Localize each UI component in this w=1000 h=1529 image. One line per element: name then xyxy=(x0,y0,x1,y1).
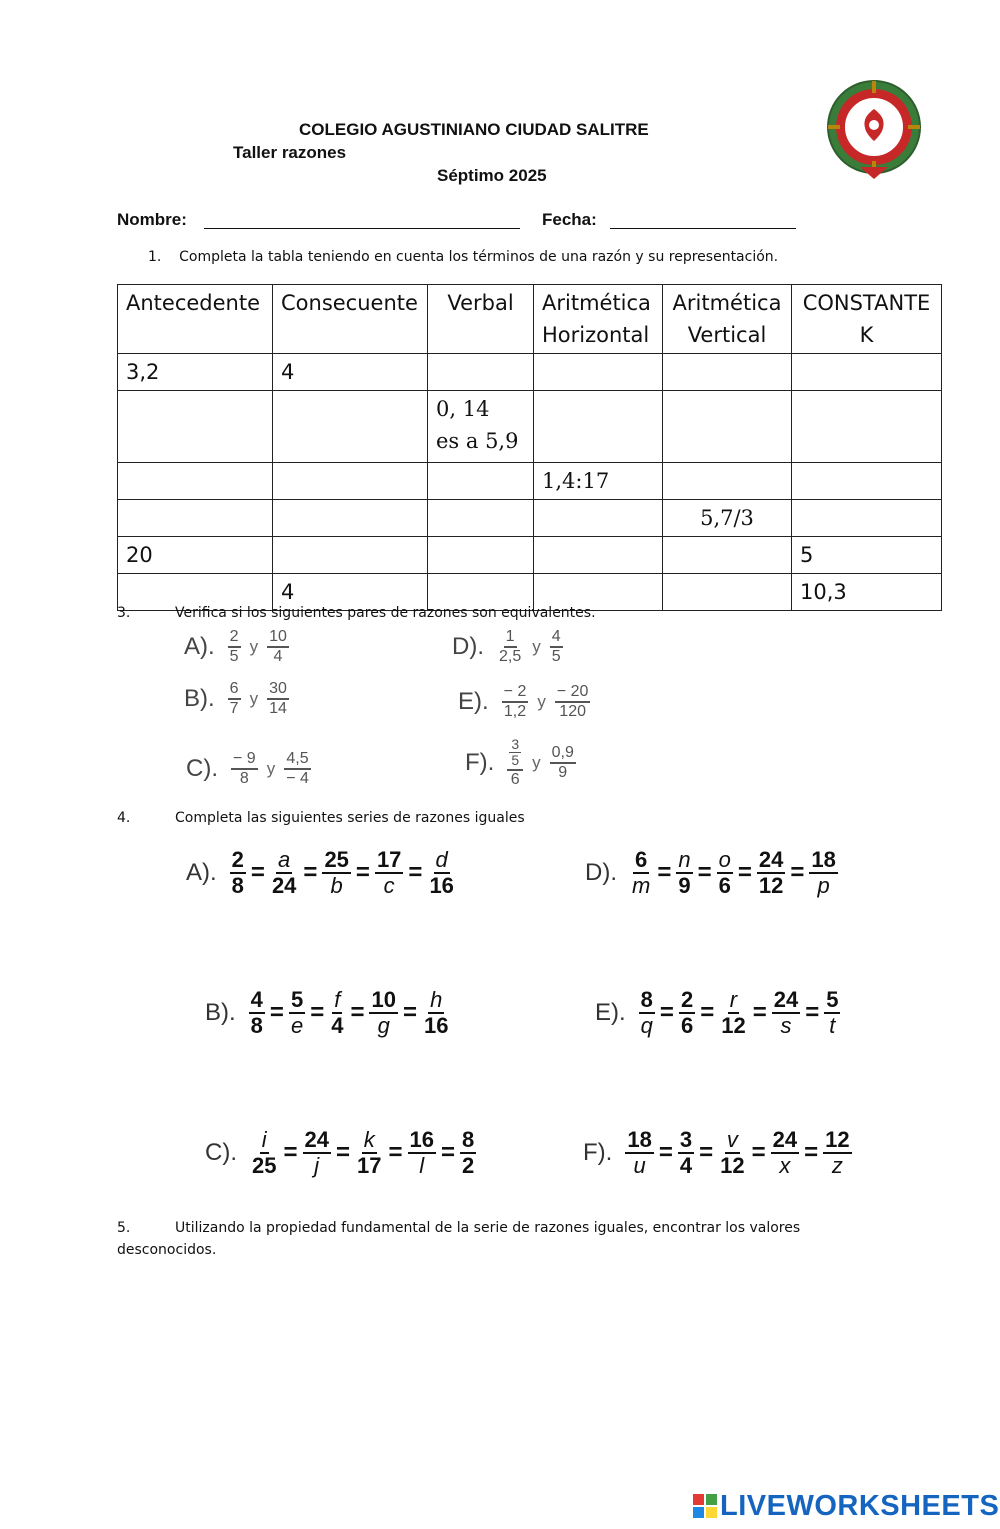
q5-instruction: Utilizando la propiedad fundamental de la serie de razones iguales, encontrar los valores xyxy=(175,1220,801,1236)
pair-e xyxy=(458,683,593,720)
pair-label: F). xyxy=(465,748,495,776)
fraction xyxy=(718,1128,746,1178)
table-cell[interactable] xyxy=(534,500,663,537)
table-row xyxy=(118,463,942,500)
table-cell[interactable] xyxy=(428,500,534,537)
table-cell[interactable] xyxy=(273,537,428,574)
name-label: Nombre: xyxy=(117,210,187,229)
q3-instruction: Verifica si los siguientes pares de razones son equivalentes. xyxy=(175,605,596,621)
grade-year: Séptimo 2025 xyxy=(437,166,547,185)
table-cell[interactable] xyxy=(428,463,534,500)
numerator: 25 xyxy=(322,848,350,874)
series-f xyxy=(583,1128,855,1178)
denominator[interactable]: t xyxy=(829,1013,836,1039)
denominator[interactable]: z xyxy=(831,1153,843,1179)
numerator: 3 xyxy=(511,736,520,752)
numerator[interactable]: d xyxy=(434,848,450,874)
series-label: A). xyxy=(186,859,217,887)
numerator: 24 xyxy=(303,1128,331,1154)
numerator: − 9 xyxy=(231,750,258,770)
numerator: 4 xyxy=(249,988,265,1014)
denominator: 4 xyxy=(679,1153,693,1179)
table-cell[interactable] xyxy=(118,391,273,463)
pair-label: A). xyxy=(184,632,215,660)
fraction xyxy=(771,1128,799,1178)
pair-label: B). xyxy=(184,684,215,712)
fraction xyxy=(289,988,305,1038)
denominator[interactable]: b xyxy=(330,873,343,899)
equals-sign: = xyxy=(335,1139,350,1167)
numerator[interactable]: h xyxy=(428,988,444,1014)
numerator: 2 xyxy=(679,988,695,1014)
fraction xyxy=(329,988,345,1038)
table-cell[interactable] xyxy=(663,391,792,463)
numerator: 10 xyxy=(267,628,289,648)
equals-sign: = xyxy=(440,1139,455,1167)
denominator: 4 xyxy=(273,647,283,665)
denominator: − 4 xyxy=(286,769,309,787)
q5-number: 5. xyxy=(117,1220,131,1236)
header-cell: Consecuente xyxy=(273,285,428,354)
header-cell: Antecedente xyxy=(118,285,273,354)
series-label: C). xyxy=(205,1139,237,1167)
equals-sign: = xyxy=(751,1139,766,1167)
numerator: 18 xyxy=(809,848,837,874)
pair-c xyxy=(186,750,314,787)
denominator: 9 xyxy=(558,763,568,781)
table-cell[interactable] xyxy=(792,354,942,391)
numerator: 30 xyxy=(267,680,289,700)
table-cell[interactable] xyxy=(428,537,534,574)
fraction xyxy=(230,848,246,898)
series-label: B). xyxy=(205,999,236,1027)
equals-sign: = xyxy=(303,859,318,887)
liveworksheets-brand[interactable]: LIVEWORKSHEETS xyxy=(720,1490,1000,1522)
numerator[interactable]: a xyxy=(276,848,292,874)
numerator: 4,5 xyxy=(284,750,310,770)
fraction xyxy=(369,988,397,1038)
table-cell[interactable] xyxy=(273,500,428,537)
series-label: D). xyxy=(585,859,617,887)
denominator: 24 xyxy=(271,873,297,899)
denominator: 2 xyxy=(462,1153,475,1179)
denominator: 9 xyxy=(678,873,691,899)
denominator[interactable]: c xyxy=(383,873,395,899)
equals-sign: = xyxy=(355,859,370,887)
denominator: 6 xyxy=(510,770,520,788)
table-cell[interactable] xyxy=(663,537,792,574)
fraction xyxy=(639,988,655,1038)
pair-label: C). xyxy=(186,754,218,782)
numerator: 6 xyxy=(633,848,649,874)
pair-label: D). xyxy=(452,632,484,660)
table-cell[interactable]: 5 xyxy=(792,537,942,574)
date-label: Fecha: xyxy=(542,210,597,229)
numerator: 18 xyxy=(625,1128,653,1154)
fraction xyxy=(757,848,785,898)
numerator: 2 xyxy=(230,848,246,874)
equals-sign: = xyxy=(805,999,820,1027)
series-c xyxy=(205,1128,479,1178)
numerator[interactable]: i xyxy=(260,1128,269,1154)
table-cell[interactable] xyxy=(792,463,942,500)
table-cell[interactable] xyxy=(534,354,663,391)
pair-d xyxy=(452,628,566,665)
fraction xyxy=(678,1128,694,1178)
equals-sign: = xyxy=(388,1139,403,1167)
fraction xyxy=(824,988,840,1038)
table-cell[interactable] xyxy=(273,463,428,500)
numerator: 0,9 xyxy=(550,744,576,764)
denominator: 2,5 xyxy=(499,647,522,665)
denominator[interactable]: e xyxy=(290,1013,304,1039)
pair-b xyxy=(184,680,292,717)
denominator: 16 xyxy=(423,1013,449,1039)
denominator: 14 xyxy=(269,699,287,717)
table-cell[interactable] xyxy=(792,391,942,463)
equals-sign: = xyxy=(700,999,715,1027)
table-cell[interactable]: 1,4:17 xyxy=(534,463,663,500)
numerator: 8 xyxy=(639,988,655,1014)
numerator: 24 xyxy=(771,1128,799,1154)
denominator: 8 xyxy=(239,769,249,787)
q1-instruction: 1. Completa la tabla teniendo en cuenta los términos de una razón y su representación. xyxy=(148,249,779,265)
denominator[interactable]: q xyxy=(640,1013,653,1039)
equals-sign: = xyxy=(804,1139,819,1167)
school-name: COLEGIO AGUSTINIANO CIUDAD SALITRE xyxy=(299,120,649,139)
series-label: F). xyxy=(583,1139,613,1167)
denominator: 25 xyxy=(252,1153,277,1179)
denominator: 6 xyxy=(718,873,731,899)
table-row xyxy=(118,500,942,537)
table-header-row xyxy=(118,285,942,354)
header-cell: Verbal xyxy=(428,285,534,354)
denominator[interactable]: j xyxy=(314,1153,320,1179)
workshop-title: Taller razones xyxy=(233,143,347,162)
header-cell: Aritmética Vertical xyxy=(663,285,792,354)
numerator: 3 xyxy=(678,1128,694,1154)
numerator[interactable]: r xyxy=(728,988,739,1014)
equals-sign: = xyxy=(790,859,805,887)
equals-sign: = xyxy=(250,859,265,887)
denominator: 12 xyxy=(721,1013,746,1039)
y-connector: y xyxy=(266,758,276,778)
numerator[interactable]: k xyxy=(362,1128,377,1154)
equals-sign: = xyxy=(658,1139,673,1167)
pair-label: E). xyxy=(458,687,489,715)
numerator: 17 xyxy=(375,848,403,874)
table-cell[interactable] xyxy=(273,391,428,463)
numerator: 5 xyxy=(289,988,305,1014)
y-connector: y xyxy=(537,691,546,711)
fraction xyxy=(250,1128,278,1178)
table-cell[interactable] xyxy=(118,463,273,500)
denominator: 6 xyxy=(680,1013,694,1039)
q4-instruction: Completa las siguientes series de razones iguales xyxy=(175,810,525,826)
denominator: 1,2 xyxy=(503,702,527,720)
denominator[interactable]: m xyxy=(632,873,651,899)
table-cell[interactable] xyxy=(792,500,942,537)
fraction xyxy=(630,848,652,898)
fraction xyxy=(772,988,800,1038)
denominator: 12 xyxy=(720,1153,745,1179)
equals-sign: = xyxy=(402,999,417,1027)
y-connector: y xyxy=(532,636,541,656)
equals-sign: = xyxy=(408,859,423,887)
denominator: 7 xyxy=(229,699,239,717)
school-seal-logo xyxy=(822,75,926,183)
numerator[interactable]: n xyxy=(676,848,692,874)
numerator: 4 xyxy=(550,628,563,648)
fraction xyxy=(270,848,298,898)
table-cell[interactable]: 10,3 xyxy=(792,574,942,611)
table-row xyxy=(118,354,942,391)
header-cell: Aritmética Horizontal xyxy=(534,285,663,354)
equals-sign: = xyxy=(752,999,767,1027)
table-cell[interactable]: 3,2 xyxy=(118,354,273,391)
fraction xyxy=(422,988,450,1038)
fraction xyxy=(719,988,747,1038)
fraction xyxy=(717,848,733,898)
denominator: 17 xyxy=(357,1153,382,1179)
denominator[interactable]: l xyxy=(419,1153,425,1179)
numerator[interactable]: f xyxy=(332,988,342,1014)
denominator: 5 xyxy=(511,752,520,769)
fraction xyxy=(303,1128,331,1178)
table-cell[interactable]: 4 xyxy=(273,354,428,391)
series-a xyxy=(186,848,459,898)
fraction xyxy=(375,848,403,898)
fraction xyxy=(355,1128,383,1178)
numerator: 10 xyxy=(369,988,397,1014)
fraction xyxy=(249,988,265,1038)
table-row xyxy=(118,537,942,574)
fraction xyxy=(322,848,350,898)
fraction xyxy=(823,1128,851,1178)
equals-sign: = xyxy=(699,1139,714,1167)
y-connector: y xyxy=(532,752,541,772)
numerator: 24 xyxy=(772,988,800,1014)
table-cell[interactable]: 4 xyxy=(273,574,428,611)
liveworksheets-logo-icon xyxy=(692,1493,718,1519)
table-cell[interactable] xyxy=(118,500,273,537)
series-d xyxy=(585,848,841,898)
equals-sign: = xyxy=(659,999,674,1027)
equals-sign: = xyxy=(697,859,712,887)
fraction xyxy=(809,848,837,898)
denominator[interactable]: s xyxy=(780,1013,792,1039)
denominator[interactable]: u xyxy=(633,1153,646,1179)
fraction xyxy=(679,988,695,1038)
date-blank-line[interactable] xyxy=(610,212,796,229)
fraction xyxy=(676,848,692,898)
denominator: 4 xyxy=(331,1013,344,1039)
table-cell[interactable]: 20 xyxy=(118,537,273,574)
equals-sign: = xyxy=(283,1139,298,1167)
equals-sign: = xyxy=(350,999,365,1027)
table-cell[interactable] xyxy=(534,537,663,574)
y-connector: y xyxy=(249,636,259,656)
q4-number: 4. xyxy=(117,810,131,826)
denominator: 16 xyxy=(429,873,454,899)
table-cell[interactable] xyxy=(663,463,792,500)
numerator: 8 xyxy=(460,1128,476,1154)
header-cell: CONSTANTE K xyxy=(792,285,942,354)
equals-sign: = xyxy=(737,859,752,887)
series-label: E). xyxy=(595,999,626,1027)
fraction xyxy=(460,1128,476,1178)
denominator: 5 xyxy=(551,647,561,665)
table-cell[interactable] xyxy=(428,354,534,391)
equals-sign: = xyxy=(269,999,284,1027)
name-blank-line[interactable] xyxy=(204,212,520,229)
equals-sign: = xyxy=(657,859,672,887)
pair-a xyxy=(184,628,292,665)
equals-sign: = xyxy=(310,999,325,1027)
numerator: 24 xyxy=(757,848,785,874)
numerator: 2 xyxy=(228,628,241,648)
numerator[interactable]: o xyxy=(717,848,733,874)
denominator[interactable]: p xyxy=(817,873,830,899)
fraction xyxy=(408,1128,436,1178)
fraction xyxy=(427,848,455,898)
numerator: 12 xyxy=(823,1128,851,1154)
numerator[interactable]: v xyxy=(725,1128,740,1154)
table-cell[interactable] xyxy=(663,354,792,391)
denominator: 8 xyxy=(231,873,244,899)
numerator: 1 xyxy=(504,628,517,648)
q3-number: 3. xyxy=(117,605,131,621)
series-b xyxy=(205,988,453,1038)
denominator: 120 xyxy=(559,702,586,720)
q5-instruction-cont: desconocidos. xyxy=(117,1242,217,1258)
table-cell[interactable] xyxy=(663,574,792,611)
table-cell[interactable] xyxy=(534,391,663,463)
numerator: 5 xyxy=(824,988,840,1014)
denominator[interactable]: g xyxy=(377,1013,390,1039)
table-cell[interactable]: 0, 14 es a 5,9 xyxy=(428,391,534,463)
denominator: 12 xyxy=(758,873,784,899)
numerator: 6 xyxy=(228,680,241,700)
ratio-table xyxy=(117,284,942,611)
y-connector: y xyxy=(249,688,259,708)
fraction xyxy=(625,1128,653,1178)
denominator: 8 xyxy=(250,1013,263,1039)
numerator: − 20 xyxy=(555,683,591,703)
series-e xyxy=(595,988,843,1038)
numerator: − 2 xyxy=(502,683,529,703)
denominator[interactable]: x xyxy=(779,1153,791,1179)
table-row xyxy=(118,391,942,463)
denominator: 5 xyxy=(229,647,239,665)
pair-f xyxy=(465,737,579,788)
numerator: 16 xyxy=(408,1128,436,1154)
table-cell[interactable]: 5,7/3 xyxy=(663,500,792,537)
